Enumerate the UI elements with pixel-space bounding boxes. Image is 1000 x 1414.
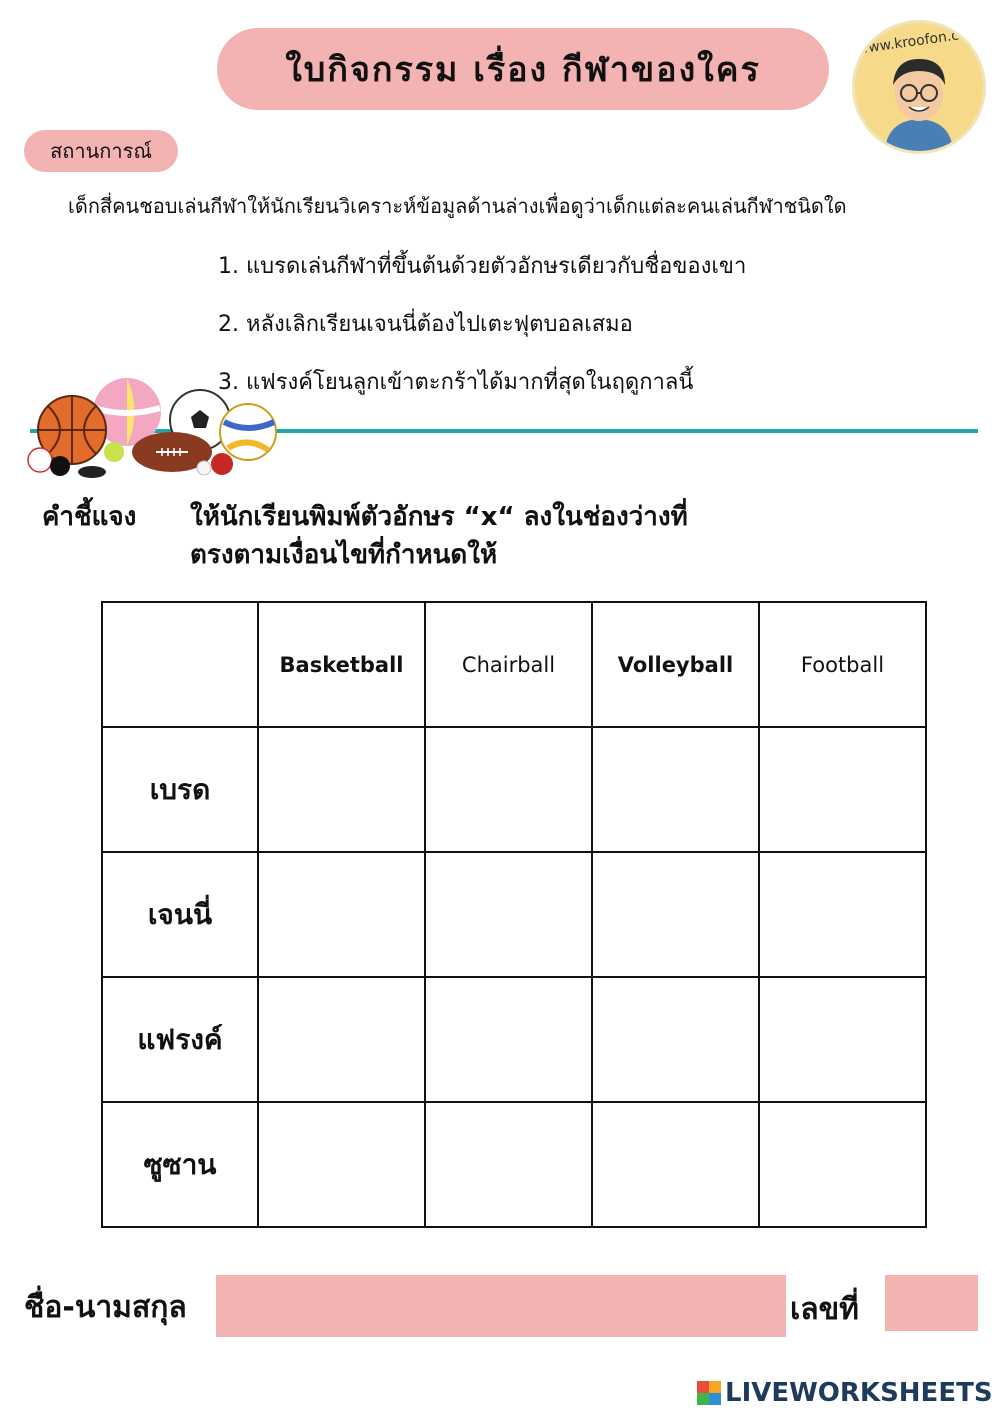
row-header: เจนนี่ [102, 852, 258, 977]
column-header-football: Football [759, 602, 926, 727]
table-row [102, 977, 926, 1102]
kroofon-logo [852, 20, 986, 154]
name-label: ชื่อ-นามสกุล [24, 1290, 187, 1325]
name-input[interactable] [216, 1275, 786, 1337]
brand-square [697, 1381, 709, 1393]
answer-cell[interactable] [592, 977, 759, 1102]
answer-cell[interactable] [592, 727, 759, 852]
row-header: ซูซาน [102, 1102, 258, 1227]
answer-cell[interactable] [759, 1102, 926, 1227]
student-number-input[interactable] [885, 1275, 978, 1331]
hockey-puck-icon [78, 466, 106, 478]
situation-label: สถานการณ์ [24, 130, 178, 172]
billiard-ball-icon [50, 456, 70, 476]
brand-text: LIVEWORKSHEETS [725, 1378, 993, 1408]
answer-cell[interactable] [425, 977, 592, 1102]
answer-cell[interactable] [258, 727, 425, 852]
table-row [102, 1102, 926, 1227]
row-header: เบรด [102, 727, 258, 852]
clue-item: 1. แบรดเล่นกีฬาที่ขึ้นต้นด้วยตัวอักษรเดียวกับชื่อของเขา [218, 254, 747, 279]
teacher-avatar-icon [855, 23, 983, 151]
answer-cell[interactable] [759, 852, 926, 977]
column-header-volleyball: Volleyball [592, 602, 759, 727]
page-title: ใบกิจกรรม เรื่อง กีฬาของใคร [217, 28, 829, 110]
clue-item: 2. หลังเลิกเรียนเจนนี่ต้องไปเตะฟุตบอลเสมอ [218, 312, 633, 337]
clue-item: 3. แฟรงค์โยนลูกเข้าตะกร้าได้มากที่สุดในฤดูกาลนี้ [218, 370, 694, 395]
corner-cell [102, 602, 258, 727]
answer-cell[interactable] [759, 727, 926, 852]
logo-text: www.kroofon.com [856, 24, 982, 58]
answer-cell[interactable] [425, 727, 592, 852]
answer-cell[interactable] [759, 977, 926, 1102]
instructions-text: ให้นักเรียนพิมพ์ตัวอักษร “x“ ลงในช่องว่างที่ [190, 502, 688, 532]
answer-cell[interactable] [425, 1102, 592, 1227]
instructions-text: ตรงตามเงื่อนไขที่กำหนดให้ [190, 540, 498, 570]
answer-grid [101, 601, 927, 1228]
cricket-ball-icon [211, 453, 233, 475]
table-row [102, 727, 926, 852]
intro-text: เด็กสี่คนชอบเล่นกีฬาให้นักเรียนวิเคราะห์ข้อมูลด้านล่างเพื่อดูว่าเด็กแต่ละคนเล่นกีฬาชนิดใด [68, 194, 847, 218]
volleyball-icon [220, 404, 276, 460]
table-row [102, 852, 926, 977]
tennis-ball-icon [104, 442, 124, 462]
student-number-label: เลขที่ [790, 1292, 859, 1327]
instructions-label: คำชี้แจง [42, 502, 137, 532]
golf-ball-icon [197, 461, 211, 475]
brand-square [697, 1393, 709, 1405]
answer-cell[interactable] [258, 1102, 425, 1227]
column-header-chairball: Chairball [425, 602, 592, 727]
column-header-basketball: Basketball [258, 602, 425, 727]
liveworksheets-brand [697, 1378, 993, 1408]
answer-cell[interactable] [258, 977, 425, 1102]
liveworksheets-logo-icon [697, 1381, 721, 1405]
row-header: แฟรงค์ [102, 977, 258, 1102]
baseball-icon [28, 448, 52, 472]
brand-square [709, 1393, 721, 1405]
answer-cell[interactable] [258, 852, 425, 977]
brand-square [709, 1381, 721, 1393]
answer-cell[interactable] [425, 852, 592, 977]
answer-cell[interactable] [592, 852, 759, 977]
sports-balls-illustration [22, 372, 282, 482]
table-header-row [102, 602, 926, 727]
answer-cell[interactable] [592, 1102, 759, 1227]
